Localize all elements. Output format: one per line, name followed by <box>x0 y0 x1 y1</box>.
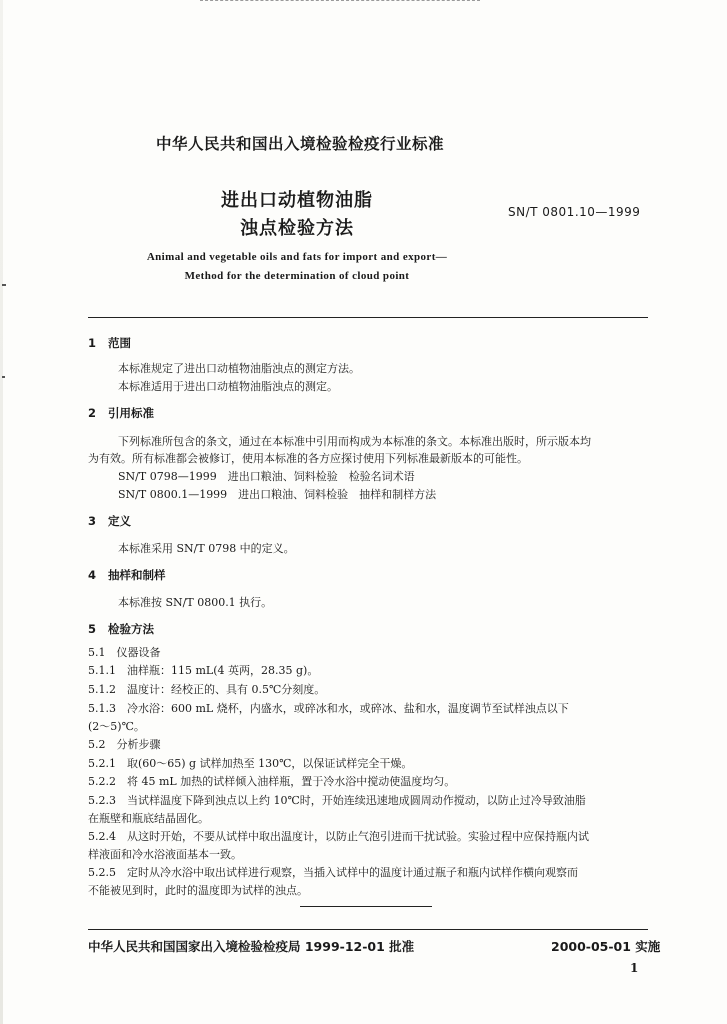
scope-paragraph-1: 本标准规定了进出口动植物油脂浊点的测定方法。 <box>118 362 360 375</box>
footer-rule <box>88 929 648 930</box>
scan-mark <box>2 284 6 286</box>
page-number: 1 <box>630 961 639 975</box>
doc-title-line2: 浊点检验方法 <box>240 218 354 239</box>
sampling-paragraph: 本标准按 SN/T 0800.1 执行。 <box>118 596 273 609</box>
scope-paragraph-2: 本标准适用于进出口动植物油脂浊点的测定。 <box>118 380 338 393</box>
clause-5-2-2: 5.2.2 将 45 mL 加热的试样倾入油样瓶，置于冷水浴中搅动使温度均匀。 <box>88 775 456 788</box>
section-title: 抽样和制样 <box>108 568 166 582</box>
scan-mark <box>2 376 5 378</box>
section-heading-definitions <box>88 513 131 529</box>
reference-item-2: SN/T 0800.1—1999 进出口粮油、饲料检验 抽样和制样方法 <box>118 488 437 501</box>
clause-5-1-2: 5.1.2 温度计：经校正的、具有 0.5℃分刻度。 <box>88 683 326 696</box>
section-number: 4 <box>88 568 97 582</box>
reference-item-1: SN/T 0798—1999 进出口粮油、饲料检验 检验名词术语 <box>118 470 415 483</box>
implementation-date: 2000-05-01 实施 <box>551 939 661 954</box>
approval-statement: 中华人民共和国国家出入境检验检疫局 1999-12-01 批准 <box>88 939 415 954</box>
clause-5-1-3-line1: 5.1.3 冷水浴：600 mL 烧杯，内盛水，或碎冰和水，或碎冰、盐和水，温度调节至试样浊点以下 <box>88 702 569 715</box>
clause-5-2-4-line1: 5.2.4 从这时开始，不要从试样中取出温度计，以防止气泡引进而干扰试验。实验过程中应保持瓶内试 <box>88 830 589 843</box>
clause-5-2: 5.2 分析步骤 <box>88 738 161 751</box>
end-of-text-rule <box>300 906 432 907</box>
clause-5-2-5-line1: 5.2.5 定时从冷水浴中取出试样进行观察，当插入试样中的温度计通过瓶子和瓶内试样作横向观察而 <box>88 866 578 879</box>
section-title: 引用标准 <box>108 406 154 420</box>
section-number: 2 <box>88 406 97 420</box>
clause-5-1-3-line2: (2～5)℃。 <box>88 720 145 733</box>
section-number: 5 <box>88 622 97 636</box>
definitions-paragraph: 本标准采用 SN/T 0798 中的定义。 <box>118 542 295 555</box>
standard-category: 中华人民共和国出入境检验检疫行业标准 <box>155 135 444 153</box>
section-heading-references <box>88 405 154 421</box>
clause-5-1-1: 5.1.1 油样瓶：115 mL(4 英两，28.35 g)。 <box>88 664 319 677</box>
references-paragraph-line1: 下列标准所包含的条文，通过在本标准中引用而构成为本标准的条文。本标准出版时，所示版本均 <box>118 435 591 448</box>
clause-5-2-4-line2: 样液面和冷水浴液面基本一致。 <box>88 848 242 861</box>
references-paragraph-line2: 为有效。所有标准都会被修订，使用本标准的各方应探讨使用下列标准最新版本的可能性。 <box>88 452 528 465</box>
clause-5-2-3-line2: 在瓶壁和瓶底结晶固化。 <box>88 812 209 825</box>
header-rule <box>88 317 648 318</box>
clause-5-2-1: 5.2.1 取(60～65) g 试样加热至 130℃，以保证试样完全干燥。 <box>88 757 413 770</box>
clause-5-1: 5.1 仪器设备 <box>88 646 161 659</box>
english-title-line2: Method for the determination of cloud point <box>184 270 410 282</box>
section-number: 1 <box>88 336 97 350</box>
section-heading-scope <box>88 335 131 351</box>
section-heading-sampling <box>88 567 166 583</box>
section-heading-test-method <box>88 621 154 637</box>
section-title: 定义 <box>108 514 131 528</box>
section-title: 范围 <box>108 336 131 350</box>
doc-title-line1: 进出口动植物油脂 <box>221 190 373 211</box>
clause-5-2-3-line1: 5.2.3 当试样温度下降到浊点以上约 10℃时，开始连续迅速地成圆周动作搅动，以防止过冷导致油脂 <box>88 794 586 807</box>
section-number: 3 <box>88 514 97 528</box>
clause-5-2-5-line2: 不能被见到时，此时的温度即为试样的浊点。 <box>88 884 308 897</box>
english-title-line1: Animal and vegetable oils and fats for import and export— <box>146 251 448 263</box>
section-title: 检验方法 <box>108 622 154 636</box>
standard-number: SN/T 0801.10—1999 <box>508 205 641 219</box>
scan-top-edge <box>200 0 480 1</box>
